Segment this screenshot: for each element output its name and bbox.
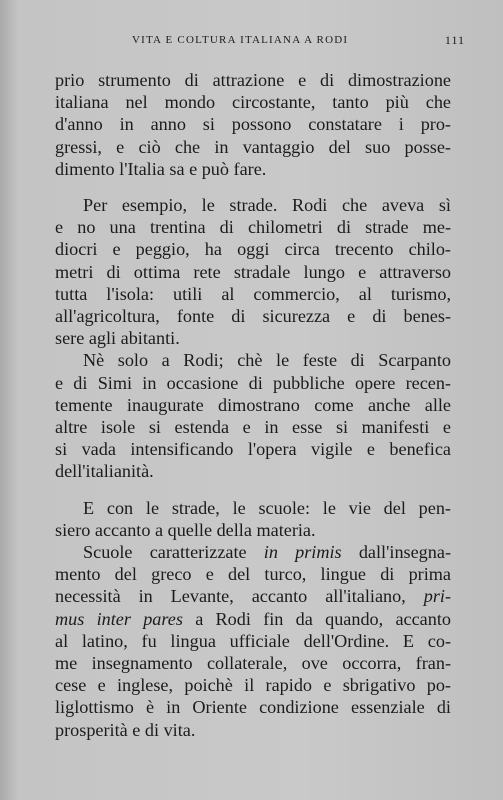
paragraph — [55, 349, 451, 482]
text-line: gressi, e ciò che in vantaggio del suo posse- — [55, 136, 451, 157]
text-line: Per esempio, le strade. Rodi che aveva sì — [83, 195, 451, 216]
text-line: siero accanto a quelle della materia. — [55, 519, 316, 540]
italic-phrase: in primis — [263, 542, 342, 563]
paragraph — [55, 541, 451, 741]
text-line: metri di ottima rete stradale lungo e attraverso — [55, 261, 451, 282]
running-head: VITA E COLTURA ITALIANA A RODI — [132, 34, 349, 46]
text-line: mento del greco e del turco, lingue di prima — [55, 564, 451, 585]
text-line: e no una trentina di chilometri di strade me- — [55, 217, 451, 238]
text-line: Scuole caratterizzate in primis dall'insegna- — [83, 542, 451, 563]
page-header — [0, 30, 503, 50]
paragraph — [55, 69, 451, 180]
paragraph — [55, 497, 451, 541]
text-line: all'agricoltura, fonte di sicurezza e di benes- — [55, 306, 451, 327]
text-line: prio strumento di attrazione e di dimostrazione — [55, 70, 451, 90]
text-line: al latino, fu lingua ufficiale dell'Ordine. E co- — [55, 630, 451, 651]
text-line: diocri e peggio, ha oggi circa trecento chilo- — [55, 239, 451, 260]
text-line: me insegnamento collaterale, ove occorra, fran- — [55, 653, 451, 674]
text-line: e di Simi in occasione di pubbliche opere recen- — [55, 372, 451, 393]
text-body — [55, 69, 451, 741]
text-line: dell'italianità. — [55, 461, 154, 482]
text-line: italiana nel mondo circostante, tanto più che — [55, 92, 451, 113]
text-line: d'anno in anno si possono constatare i pro- — [55, 114, 451, 135]
text-line: necessità in Levante, accanto all'italiano, pri- — [55, 586, 451, 607]
text-line: sere agli abitanti. — [55, 328, 180, 349]
text-line: prosperità e di vita. — [55, 719, 196, 740]
text-line: temente inaugurate dimostrano come anche alle — [55, 394, 451, 415]
text-line: dimento l'Italia sa e può fare. — [55, 158, 267, 179]
text-line: tutta l'isola: utili al commercio, al turismo, — [55, 283, 451, 304]
text-line: cese e inglese, poichè il rapido e sbrigativo po- — [55, 675, 451, 696]
italic-phrase: pri- — [423, 586, 451, 607]
text-line: Nè solo a Rodi; chè le feste di Scarpanto — [83, 350, 451, 371]
text-line: altre isole si estenda e in esse si manifesti e — [55, 417, 451, 438]
italic-phrase: mus inter pares — [55, 608, 183, 629]
page-number: 111 — [444, 33, 465, 47]
text-line: si vada intensificando l'opera vigile e benefica — [55, 439, 451, 460]
paragraph — [55, 194, 451, 349]
text-line: mus inter pares a Rodi fin da quando, accanto — [55, 608, 451, 629]
text-line: liglottismo è in Oriente condizione essenziale di — [55, 697, 451, 718]
text-line: E con le strade, le scuole: le vie del pen- — [83, 497, 451, 518]
